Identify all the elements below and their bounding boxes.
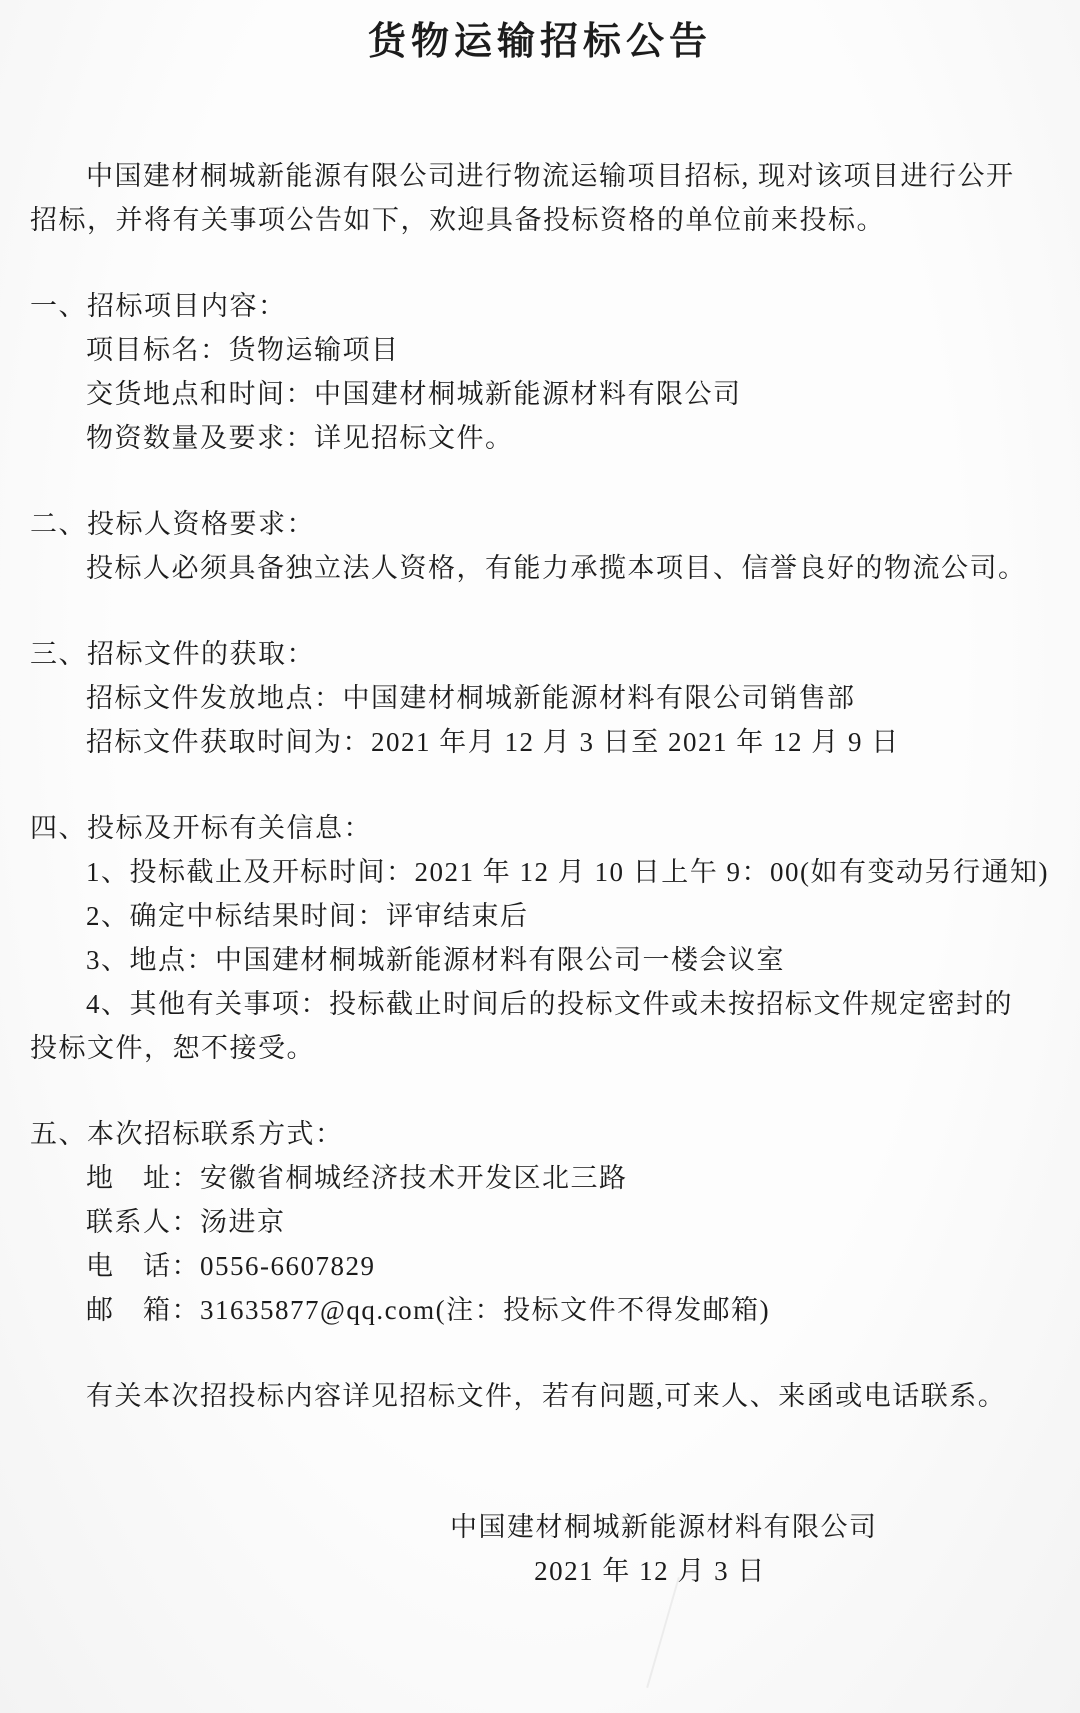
section-line: 招标文件获取时间为：2021 年月 12 月 3 日至 2021 年 12 月 9 日 (86, 727, 900, 757)
section-line: 1、投标截止及开标时间：2021 年 12 月 10 日上午 9：00(如有变动另行通知) (86, 857, 1049, 887)
signature-block (450, 1505, 878, 1593)
photo-crease-artifact (646, 1577, 680, 1688)
closing-line: 有关本次招投标内容详见招标文件，若有问题,可来人、来函或电话联系。 (86, 1381, 1007, 1411)
section-heading: 三、招标文件的获取： (30, 639, 315, 669)
section-heading: 二、投标人资格要求： (30, 509, 315, 539)
closing-paragraph (30, 1374, 1050, 1418)
intro-paragraph (30, 154, 1050, 242)
section-heading: 四、投标及开标有关信息： (30, 813, 372, 843)
section-tender-project-content (30, 284, 1050, 460)
section-bid-opening-info (30, 806, 1050, 1070)
section-heading: 一、招标项目内容： (30, 291, 287, 321)
section-line: 2、确定中标结果时间：评审结束后 (86, 901, 529, 931)
signature-company: 中国建材桐城新能源材料有限公司 (450, 1512, 878, 1542)
signature-date: 2021 年 12 月 3 日 (534, 1556, 766, 1586)
section-line: 投标人必须具备独立法人资格，有能力承揽本项目、信誉良好的物流公司。 (86, 553, 1027, 583)
section-line: 项目标名：货物运输项目 (86, 335, 400, 365)
contact-email: 邮 箱：31635877@qq.com(注：投标文件不得发邮箱) (86, 1295, 771, 1325)
section-bidder-qualifications (30, 502, 1050, 590)
intro-line-1: 中国建材桐城新能源有限公司进行物流运输项目招标, 现对该项目进行公开 (86, 161, 1015, 191)
section-contact-info (30, 1112, 1050, 1332)
section-document-acquisition (30, 632, 1050, 764)
section-line: 3、地点：中国建材桐城新能源材料有限公司一楼会议室 (86, 945, 785, 975)
section-line: 物资数量及要求：详见招标文件。 (86, 423, 514, 453)
section-line-continuation: 投标文件，恕不接受。 (30, 1033, 315, 1063)
section-heading: 五、本次招标联系方式： (30, 1119, 344, 1149)
section-line: 招标文件发放地点：中国建材桐城新能源材料有限公司销售部 (86, 683, 856, 713)
section-line: 4、其他有关事项：投标截止时间后的投标文件或未按招标文件规定密封的 (86, 989, 1013, 1019)
contact-person: 联系人：汤进京 (86, 1207, 286, 1237)
intro-line-2: 招标，并将有关事项公告如下，欢迎具备投标资格的单位前来投标。 (30, 205, 885, 235)
page-title: 货物运输招标公告 (367, 21, 712, 63)
contact-address: 地 址：安徽省桐城经济技术开发区北三路 (86, 1163, 628, 1193)
contact-phone: 电 话：0556-6607829 (86, 1251, 376, 1281)
section-line: 交货地点和时间：中国建材桐城新能源材料有限公司 (86, 379, 742, 409)
